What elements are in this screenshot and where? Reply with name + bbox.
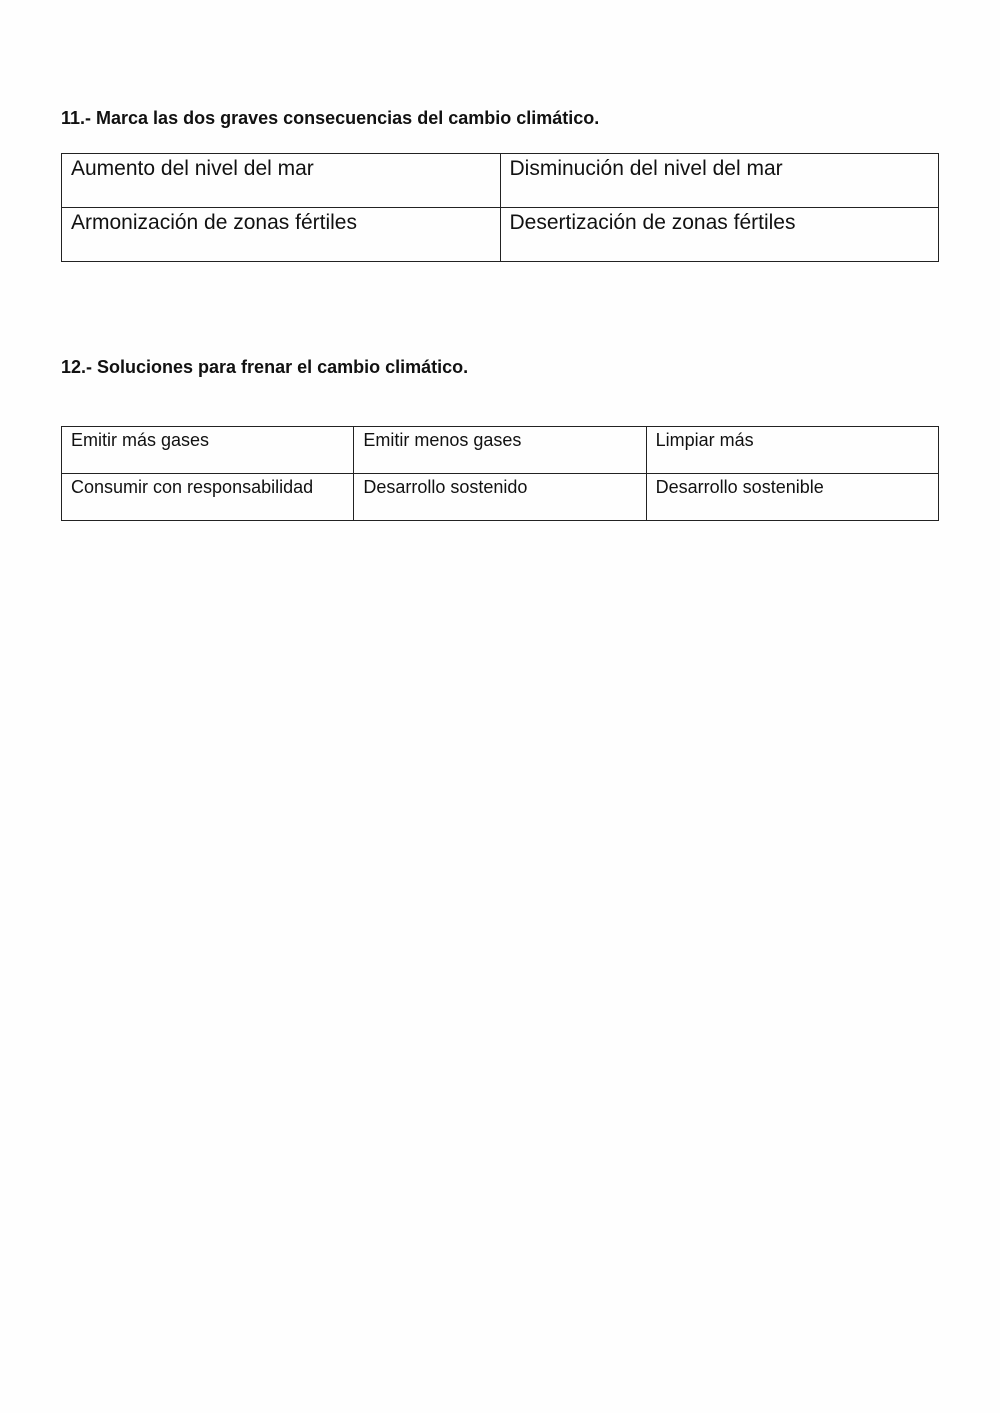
table-row bbox=[62, 427, 939, 474]
option-armonizacion-zonas-fertiles[interactable]: Armonización de zonas fértiles bbox=[62, 208, 501, 262]
option-desarrollo-sostenido[interactable]: Desarrollo sostenido bbox=[354, 474, 646, 521]
option-emitir-menos-gases[interactable]: Emitir menos gases bbox=[354, 427, 646, 474]
question-11-title: 11.- Marca las dos graves consecuencias del cambio climático. bbox=[61, 108, 600, 128]
option-limpiar-mas[interactable]: Limpiar más bbox=[646, 427, 938, 474]
table-row bbox=[62, 154, 939, 208]
question-11-options-table bbox=[61, 153, 939, 262]
option-aumento-nivel-mar[interactable]: Aumento del nivel del mar bbox=[62, 154, 501, 208]
option-emitir-mas-gases[interactable]: Emitir más gases bbox=[62, 427, 354, 474]
question-12-title: 12.- Soluciones para frenar el cambio climático. bbox=[61, 357, 469, 377]
question-12-options-table bbox=[61, 426, 939, 521]
table-row bbox=[62, 474, 939, 521]
option-desarrollo-sostenible[interactable]: Desarrollo sostenible bbox=[646, 474, 938, 521]
option-desertizacion-zonas-fertiles[interactable]: Desertización de zonas fértiles bbox=[500, 208, 939, 262]
table-row bbox=[62, 208, 939, 262]
option-disminucion-nivel-mar[interactable]: Disminución del nivel del mar bbox=[500, 154, 939, 208]
option-consumir-con-responsabilidad[interactable]: Consumir con responsabilidad bbox=[62, 474, 354, 521]
